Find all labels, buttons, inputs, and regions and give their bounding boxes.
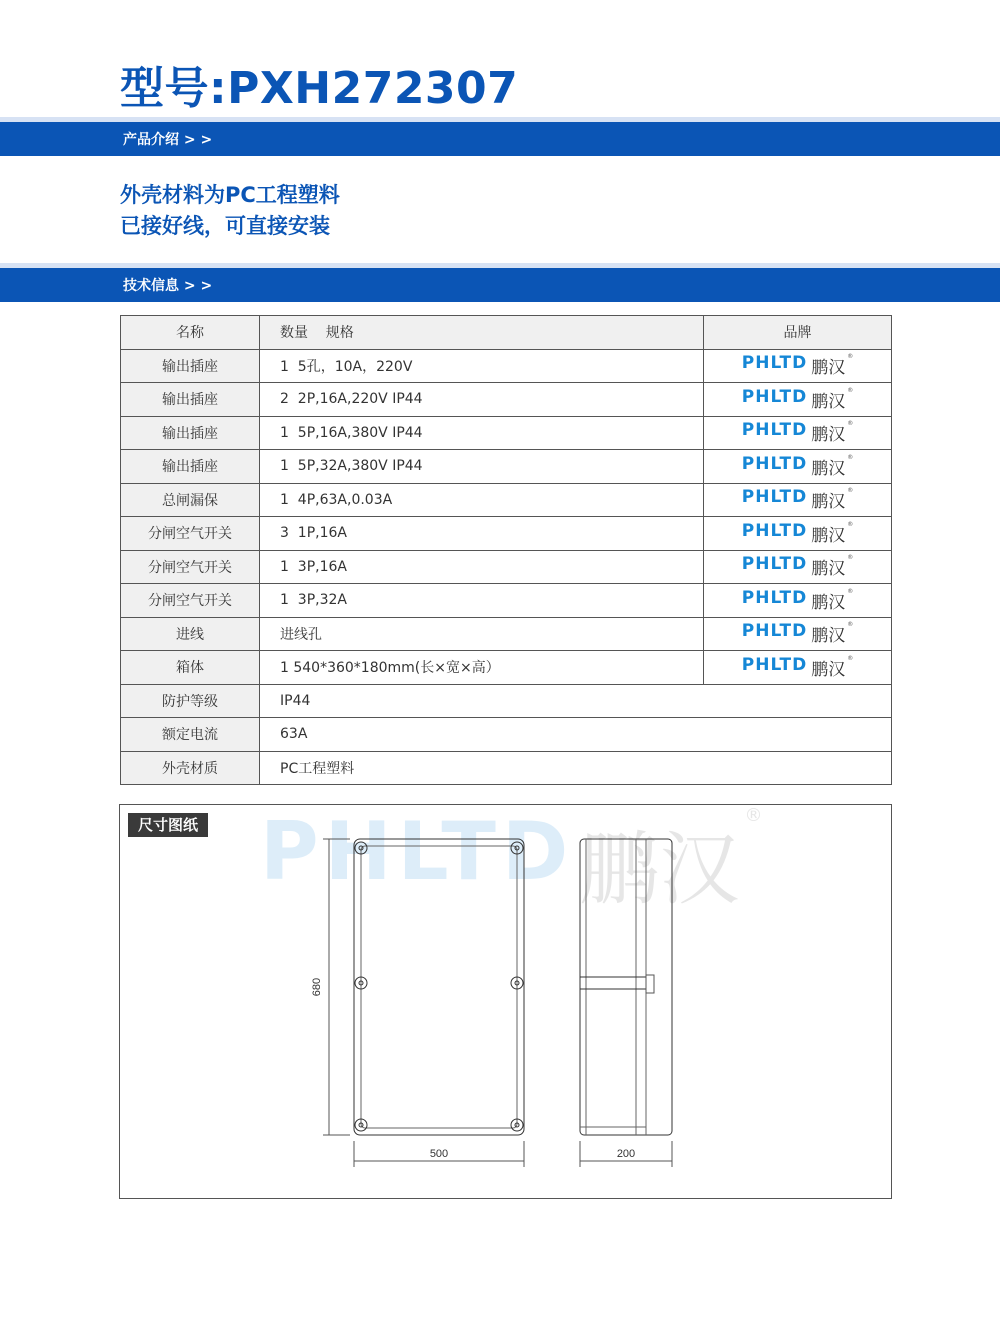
table-row xyxy=(121,751,892,785)
brand-logo-registered: ® xyxy=(847,554,854,562)
table-row xyxy=(121,383,892,417)
enclosure-drawing xyxy=(120,805,891,1198)
row-name: 输出插座 xyxy=(121,383,260,417)
header-qty-spec: 数量 规格 xyxy=(260,316,704,350)
brand-logo-latin: PHLTD xyxy=(741,420,808,441)
watermark-latin: PHLTD xyxy=(260,805,575,898)
table-row xyxy=(121,584,892,618)
table-header-row xyxy=(121,316,892,350)
brand-logo-registered: ® xyxy=(847,487,854,495)
brand-logo-chinese: 鹏汉 xyxy=(811,391,846,412)
row-value: 3 1P,16A xyxy=(260,517,704,551)
brand-logo-chinese: 鹏汉 xyxy=(811,458,846,479)
row-brand xyxy=(704,550,892,584)
brand-logo-chinese: 鹏汉 xyxy=(811,626,846,647)
brand-logo xyxy=(742,353,853,378)
row-name: 分闸空气开关 xyxy=(121,584,260,618)
table-row xyxy=(121,483,892,517)
brand-logo xyxy=(742,387,853,412)
table-row xyxy=(121,349,892,383)
row-name: 分闸空气开关 xyxy=(121,550,260,584)
table-row xyxy=(121,684,892,718)
brand-logo-registered: ® xyxy=(847,386,854,394)
table-row xyxy=(121,651,892,685)
spec-table xyxy=(120,315,892,785)
brand-logo-latin: PHLTD xyxy=(741,587,808,608)
brand-logo-latin: PHLTD xyxy=(741,520,808,541)
brand-logo-registered: ® xyxy=(847,353,854,361)
row-name: 输出插座 xyxy=(121,416,260,450)
brand-logo-registered: ® xyxy=(847,453,854,461)
row-name: 分闸空气开关 xyxy=(121,517,260,551)
header-brand: 品牌 xyxy=(704,316,892,350)
brand-logo-latin: PHLTD xyxy=(741,487,808,508)
section-band-intro xyxy=(0,117,1000,156)
brand-logo xyxy=(742,655,853,680)
intro-line-2: 已接好线，可直接安装 xyxy=(120,214,330,238)
row-brand xyxy=(704,349,892,383)
row-name: 总闸漏保 xyxy=(121,483,260,517)
row-value: 进线孔 xyxy=(260,617,704,651)
brand-logo xyxy=(742,521,853,546)
dimension-depth-label: 200 xyxy=(616,1148,636,1160)
table-row xyxy=(121,416,892,450)
row-value: 1 5孔，10A，220V xyxy=(260,349,704,383)
table-row xyxy=(121,617,892,651)
row-brand xyxy=(704,450,892,484)
dimension-width-label: 500 xyxy=(429,1148,449,1160)
side-view-outline xyxy=(580,839,672,1135)
section-band-tech xyxy=(0,263,1000,302)
drawing-tag: 尺寸图纸 xyxy=(128,813,208,837)
brand-logo xyxy=(742,621,853,646)
row-name: 额定电流 xyxy=(121,718,260,752)
dimension-drawing-panel xyxy=(119,804,892,1199)
table-row xyxy=(121,517,892,551)
screw-icons xyxy=(355,842,523,1131)
row-name: 箱体 xyxy=(121,651,260,685)
row-value: 1 540*360*180mm(长×宽×高） xyxy=(260,651,704,685)
row-name: 进线 xyxy=(121,617,260,651)
brand-logo-registered: ® xyxy=(847,621,854,629)
header-name: 名称 xyxy=(121,316,260,350)
brand-logo xyxy=(742,487,853,512)
brand-logo-latin: PHLTD xyxy=(741,654,808,675)
row-value: 1 5P,32A,380V IP44 xyxy=(260,450,704,484)
brand-logo-registered: ® xyxy=(847,520,854,528)
section-label-intro: 产品介绍 > > xyxy=(123,132,213,148)
brand-logo xyxy=(742,554,853,579)
brand-logo-chinese: 鹏汉 xyxy=(811,659,846,680)
row-brand xyxy=(704,517,892,551)
brand-logo xyxy=(742,454,853,479)
row-brand xyxy=(704,617,892,651)
table-row xyxy=(121,718,892,752)
section-label-tech: 技术信息 > > xyxy=(123,278,213,294)
row-value: 1 3P,32A xyxy=(260,584,704,618)
brand-logo xyxy=(742,588,853,613)
brand-logo-chinese: 鹏汉 xyxy=(811,358,846,379)
row-brand xyxy=(704,584,892,618)
brand-logo-latin: PHLTD xyxy=(741,386,808,407)
brand-logo-chinese: 鹏汉 xyxy=(811,425,846,446)
row-name: 输出插座 xyxy=(121,349,260,383)
brand-logo-registered: ® xyxy=(847,587,854,595)
row-brand xyxy=(704,416,892,450)
table-row xyxy=(121,450,892,484)
row-brand xyxy=(704,383,892,417)
row-value: 2 2P,16A,220V IP44 xyxy=(260,383,704,417)
row-value: 1 4P,63A,0.03A xyxy=(260,483,704,517)
row-value: IP44 xyxy=(260,684,892,718)
row-name: 输出插座 xyxy=(121,450,260,484)
model-title: 型号:PXH272307 xyxy=(120,63,519,114)
brand-logo-latin: PHLTD xyxy=(741,353,808,374)
front-view-outline xyxy=(354,839,524,1135)
brand-logo-latin: PHLTD xyxy=(741,554,808,575)
row-value: 63A xyxy=(260,718,892,752)
table-row xyxy=(121,550,892,584)
brand-logo-chinese: 鹏汉 xyxy=(811,492,846,513)
brand-logo-registered: ® xyxy=(847,420,854,428)
watermark-chinese: 鹏汉 xyxy=(579,823,740,916)
brand-logo-latin: PHLTD xyxy=(741,453,808,474)
dimension-height-label: 680 xyxy=(311,977,323,997)
intro-line-1: 外壳材料为PC工程塑料 xyxy=(120,183,340,207)
watermark-registered: ® xyxy=(744,805,763,826)
row-name: 防护等级 xyxy=(121,684,260,718)
row-value: 1 5P,16A,380V IP44 xyxy=(260,416,704,450)
brand-logo-latin: PHLTD xyxy=(741,621,808,642)
row-name: 外壳材质 xyxy=(121,751,260,785)
brand-logo-chinese: 鹏汉 xyxy=(811,559,846,580)
row-value: PC工程塑料 xyxy=(260,751,892,785)
row-brand xyxy=(704,483,892,517)
brand-logo-chinese: 鹏汉 xyxy=(811,525,846,546)
brand-logo-registered: ® xyxy=(847,654,854,662)
product-intro xyxy=(120,180,340,242)
row-value: 1 3P,16A xyxy=(260,550,704,584)
brand-logo-chinese: 鹏汉 xyxy=(811,592,846,613)
brand-logo xyxy=(742,420,853,445)
row-brand xyxy=(704,651,892,685)
